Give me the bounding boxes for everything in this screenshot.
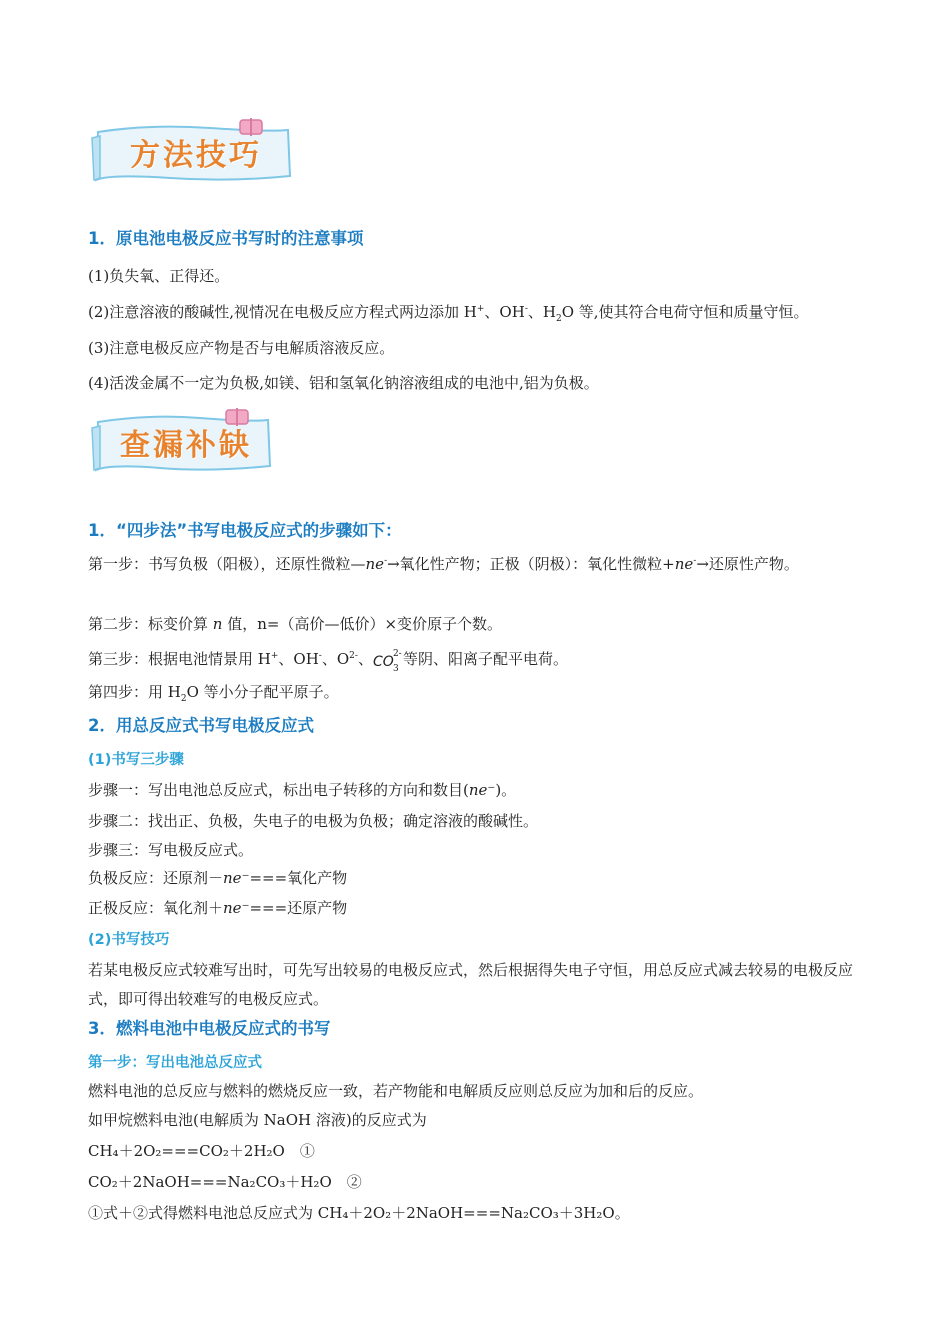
section3-l2: 步骤二：找出正、负极，失电子的电极为负极；确定溶液的酸碱性。 xyxy=(88,812,539,830)
section3-sub2: (2)书写技巧 xyxy=(88,932,170,948)
section2-step1: 第一步：书写负极（阳极），还原性微粒—ne-→氧化性产物；正极（阴极）：氧化性微粒+ne-→还原性产物。 xyxy=(88,555,799,573)
section4-eq1: CH₄＋2O₂===CO₂＋2H₂O ① xyxy=(88,1142,315,1160)
carbonate-ion: CO 2- 3 xyxy=(372,649,402,674)
section4-eq2: CO₂＋2NaOH===Na₂CO₃＋H₂O ② xyxy=(88,1173,362,1191)
section1-p4: (4)活泼金属不一定为负极,如镁、铝和氢氧化钠溶液组成的电池中,铝为负极。 xyxy=(88,374,599,392)
section1-p1: (1)负失氧、正得还。 xyxy=(88,267,230,285)
section1-p3: (3)注意电极反应产物是否与电解质溶液反应。 xyxy=(88,339,395,357)
section3-l5: 正极反应：氧化剂＋ne⁻===还原产物 xyxy=(88,899,348,917)
section3-sub1: (1)书写三步骤 xyxy=(88,752,184,768)
banner-gaps xyxy=(90,408,276,476)
section4-l2: 如甲烷燃料电池(电解质为 NaOH 溶液)的反应式为 xyxy=(88,1111,427,1129)
section3-title: 2．用总反应式书写电极反应式 xyxy=(88,716,314,735)
section4-l1: 燃料电池的总反应与燃料的燃烧反应一致，若产物能和电解质反应则总反应为加和后的反应。 xyxy=(88,1082,704,1100)
section2-step3: 第三步：根据电池情景用 H+、OH-、$O^{2-}$、CO 2- 3 等阴、阳离子配平电荷。 xyxy=(88,649,568,674)
banner-methods-title: 方法技巧 xyxy=(130,138,262,173)
section4-eq3: ①式＋②式得燃料电池总反应式为 CH₄＋2O₂＋2NaOH===Na₂CO₃＋3H₂O。 xyxy=(88,1204,630,1222)
banner-gaps-title: 查漏补缺 xyxy=(120,428,252,463)
section2-title: 1．“四步法”书写电极反应式的步骤如下： xyxy=(88,521,402,540)
section2-step4: 第四步：用 $H_2O$ 等小分子配平原子。 xyxy=(88,683,339,704)
section3-tip: 若某电极反应式较难写出时，可先写出较易的电极反应式，然后根据得失电子守恒，用总反应式减去较易的电极反应式，即可得出较难写的电极反应式。 xyxy=(88,961,854,1008)
section3-l1: 步骤一：写出电池总反应式，标出电子转移的方向和数目(ne⁻)。 xyxy=(88,781,517,799)
section3-l3: 步骤三：写电极反应式。 xyxy=(88,841,254,859)
section2-step2: 第二步：标变价算 n 值，n=（高价—低价）×变价原子个数。 xyxy=(88,615,503,633)
banner-methods xyxy=(90,118,296,186)
section4-sub1: 第一步：写出电池总反应式 xyxy=(88,1055,262,1071)
section1-p2: (2)注意溶液的酸碱性,视情况在电极反应方程式两边添加 H+、OH-、$H_2O$ 等,使其符合电荷守恒和质量守恒。 xyxy=(88,303,809,324)
section3-l4: 负极反应：还原剂－ne⁻===氧化产物 xyxy=(88,869,348,887)
section4-title: 3．燃料电池中电极反应式的书写 xyxy=(88,1019,331,1038)
section1-title: 1．原电池电极反应书写时的注意事项 xyxy=(88,229,364,248)
